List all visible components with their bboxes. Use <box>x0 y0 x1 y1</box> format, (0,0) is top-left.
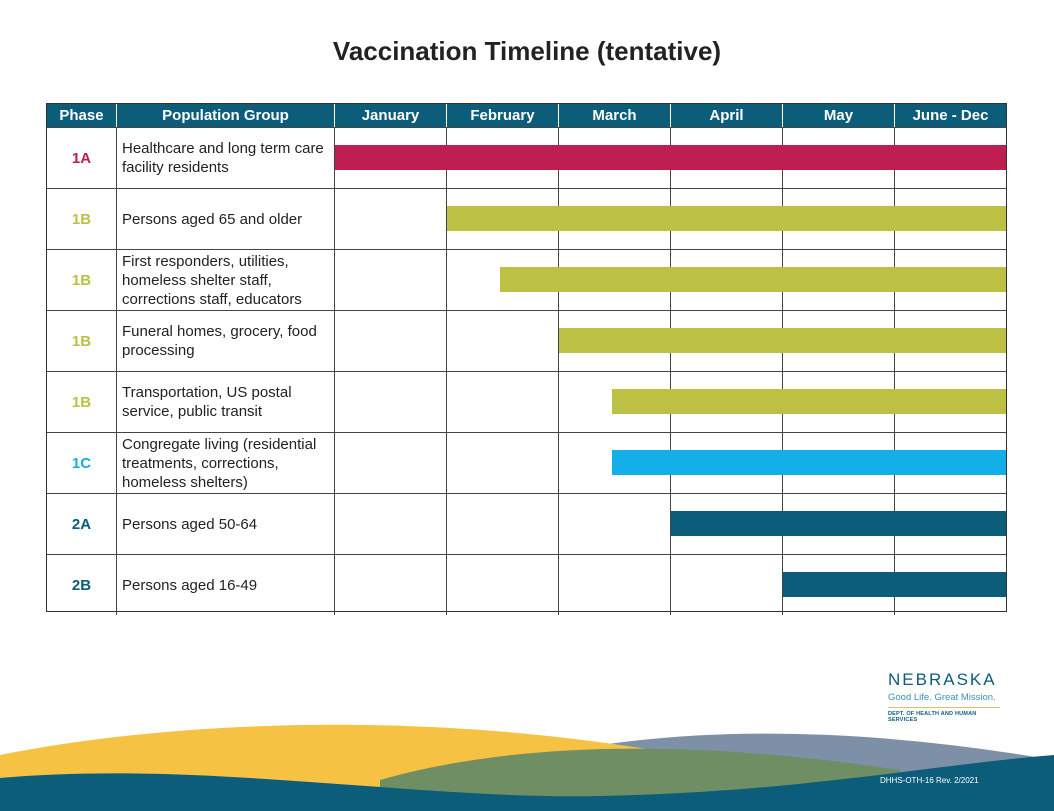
month-cell <box>447 433 559 493</box>
logo-department: DEPT. OF HEALTH AND HUMAN SERVICES <box>888 711 977 723</box>
table-row <box>47 310 1006 371</box>
page-title: Vaccination Timeline (tentative) <box>332 36 722 66</box>
header-april: April <box>671 104 783 127</box>
table-row <box>47 493 1006 554</box>
month-cell <box>447 555 559 615</box>
timeline-bar <box>447 206 1006 231</box>
population-group-cell: Congregate living (residential treatments, corrections, homeless shelters) <box>117 433 335 493</box>
table-header <box>47 104 1006 127</box>
timeline-bar <box>612 450 1006 475</box>
timeline-bar <box>559 328 1006 353</box>
month-cell <box>447 311 559 371</box>
population-group-cell: Persons aged 50-64 <box>117 494 335 554</box>
month-cell <box>447 494 559 554</box>
month-cell <box>335 494 447 554</box>
phase-cell: 1A <box>47 128 117 188</box>
month-cell <box>335 433 447 493</box>
population-group-cell: Persons aged 16-49 <box>117 555 335 615</box>
phase-cell: 2B <box>47 555 117 615</box>
header-march: March <box>559 104 671 127</box>
month-cell <box>447 372 559 432</box>
timeline-bar <box>500 267 1006 292</box>
header-phase: Phase <box>47 104 117 127</box>
month-cell <box>671 555 783 615</box>
month-cell <box>559 555 671 615</box>
phase-cell: 1B <box>47 189 117 249</box>
phase-cell: 1C <box>47 433 117 493</box>
table-row <box>47 249 1006 310</box>
timeline-bar <box>783 572 1006 597</box>
timeline-table <box>46 103 1007 612</box>
header-january: January <box>335 104 447 127</box>
header-population-group: Population Group <box>117 104 335 127</box>
month-cell <box>335 311 447 371</box>
population-group-cell: Transportation, US postal service, public transit <box>117 372 335 432</box>
phase-cell: 1B <box>47 250 117 310</box>
table-row <box>47 432 1006 493</box>
table-row <box>47 127 1006 188</box>
logo-tagline: Good Life. Great Mission. <box>888 692 996 703</box>
month-cell <box>335 189 447 249</box>
month-cell <box>559 494 671 554</box>
population-group-cell: Funeral homes, grocery, food processing <box>117 311 335 371</box>
month-cell <box>335 372 447 432</box>
timeline-bar <box>335 145 1006 170</box>
header-may: May <box>783 104 895 127</box>
population-group-cell: First responders, utilities, homeless shelter staff, corrections staff, educators <box>117 250 335 310</box>
timeline-bar <box>612 389 1006 414</box>
document-id: DHHS-OTH-16 Rev. 2/2021 <box>880 776 979 785</box>
phase-cell: 1B <box>47 311 117 371</box>
month-cell <box>335 555 447 615</box>
header-june-dec: June - Dec <box>912 107 989 124</box>
table-row <box>47 188 1006 249</box>
phase-cell: 2A <box>47 494 117 554</box>
population-group-cell: Healthcare and long term care facility residents <box>117 128 335 188</box>
timeline-bar <box>671 511 1006 536</box>
phase-cell: 1B <box>47 372 117 432</box>
table-row <box>47 371 1006 432</box>
logo-name: NEBRASKA <box>888 670 997 689</box>
population-group-cell: Persons aged 65 and older <box>117 189 335 249</box>
footer-waves <box>0 700 1054 811</box>
month-cell <box>335 250 447 310</box>
header-february: February <box>447 104 559 127</box>
table-row <box>47 554 1006 615</box>
